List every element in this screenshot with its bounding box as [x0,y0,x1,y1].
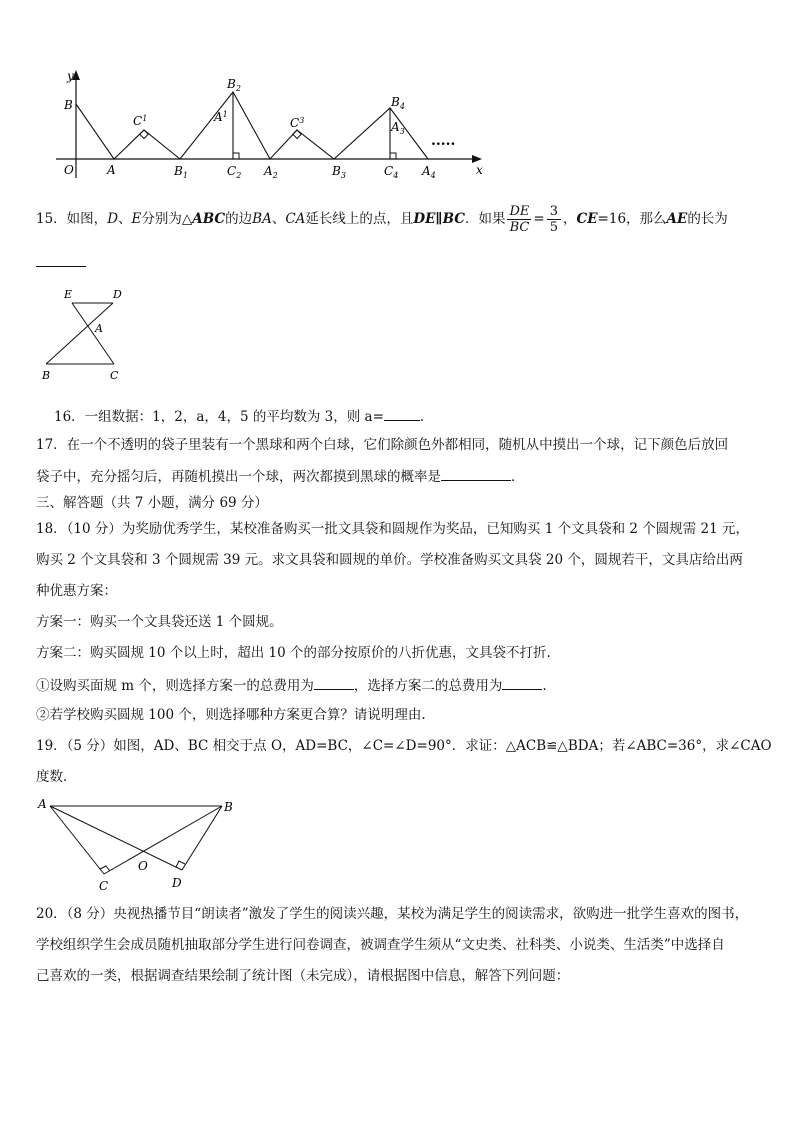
figure-zigzag-axes [50,68,500,183]
q16-text: 16．一组数据：1，2，a，4，5 的平均数为 3，则 a= [54,409,384,425]
q15-ABC: ABC [192,211,226,227]
section-3-heading: 三、解答题（共 7 小题，满分 69 分） [36,495,268,511]
zigzag-path [76,92,428,159]
label-A: A [95,322,103,335]
q15-mid2: 的边 [225,211,253,227]
q15-tail3: 的长为 [687,211,728,227]
frac-num-3: 3 [547,204,561,220]
question-18-line1: 18．（10 分）为奖励优秀学生，某校准备购买一批文具袋和圆规作为奖品，已知购买 1 个文具袋和 2 个圆规需 21 元， [36,521,750,537]
q15-DEBC: DE∥BC [413,211,465,227]
q16-end: ． [419,409,434,425]
q15-CE: CE [576,211,598,227]
label-B4: $B_4$ [391,95,405,111]
right-angle-mark-D [176,861,185,867]
label-C1: $C^1$ [133,114,148,128]
q15-mid3: 延长线上的点，且 [305,211,414,227]
q15-CA: CA [285,211,306,227]
segment-CB [104,806,222,874]
frac-den-5: 5 [549,220,558,235]
label-C4: $C_4$ [384,164,399,180]
q17-end: ． [511,469,525,485]
frac-den-BC: BC [509,220,530,235]
question-19-line2: 度数． [36,769,77,785]
label-C2: $C_2$ [227,164,242,180]
label-B: B [64,98,73,112]
label-A4: $A_4$ [422,164,436,180]
label-C: C [110,369,119,382]
label-B: B [42,369,51,382]
segment-DB [182,806,222,870]
label-A2: $A_2$ [264,164,278,180]
segment-AD [50,806,182,870]
fraction-DE-BC [507,204,531,235]
q15-sep2: 、 [271,211,286,227]
question-17-line2 [36,466,758,486]
frac-num-DE: DE [509,204,530,219]
q15-mid4: ．如果 [464,211,506,227]
q15-mid: 分别为△ [141,211,193,227]
label-x: x [476,163,483,177]
q15-eq: = [533,211,545,227]
label-C: C [99,879,109,892]
q15-sep1: 、 [118,211,132,227]
question-16 [54,406,776,426]
label-C3: $C^3$ [290,116,305,130]
segment-EC [72,303,114,364]
label-O: O [138,859,148,873]
label-A: A [38,797,47,811]
q16-answer-blank[interactable] [384,406,420,421]
question-17-line1: 17．在一个不透明的袋子里装有一个黑球和两个白球，它们除颜色外都相同，随机从中摸出一个球，记下颜色后放回 [36,437,729,453]
right-angle-mark-C4 [390,153,396,159]
label-y: y [67,69,74,83]
label-A1: $A^1$ [214,110,228,124]
label-D: D [113,288,122,301]
q15-E: E [131,211,142,227]
question-18-plan2: 方案二：购买圆规 10 个以上时，超出 10 个的部分按原价的八折优惠，文具袋不打折. [36,645,551,661]
question-20-line2: 学校组织学生会成员随机抽取部分学生进行问卷调查，被调查学生须从“文史类、社科类、小说类、生活类”中选择自 [36,937,725,953]
right-angle-mark-C3 [293,130,301,138]
q15-D: D [107,211,119,227]
label-B3: $B_3$ [332,164,346,180]
question-18-line3: 种优惠方案： [36,583,117,599]
q15-tail2: =16，那么 [597,211,667,227]
question-18-line2: 购买 2 个文具袋和 3 个圆规需 39 元。求文具袋和圆规的单价。学校准备购买文具袋 20 个，圆规若干，文具店给出两 [36,552,743,568]
label-A: A [107,163,116,177]
q18-sub1a: ①设购买面规 m 个，则选择方案一的总费用为 [36,678,314,694]
label-B2: $B_2$ [227,77,241,93]
label-D: D [172,876,182,890]
q15-tail: ， [563,211,577,227]
question-15 [36,204,758,235]
q15-answer-blank[interactable] [36,252,86,267]
q15-lead: 15．如图， [36,211,108,227]
question-20-line1: 20．（8 分）央视热播节目“朗读者”激发了学生的阅读兴趣，某校为满足学生的阅读需求，欲购进一批学生喜欢的图书， [36,906,749,922]
q15-BA: BA [252,211,272,227]
segment-AC [50,806,104,874]
q17-line2-text: 袋子中，充分摇匀后，再随机摸出一个球，两次都摸到黑球的概率是 [36,469,441,485]
ellipsis-dots: ..... [431,133,456,149]
figure-19-triangles [34,796,244,892]
right-angle-mark-C2 [233,153,239,159]
x-axis-arrow [472,155,482,163]
q18-sub1c: . [542,678,547,694]
q18-blank-plan2-cost[interactable] [502,675,542,690]
label-A3: $A_3$ [391,120,405,136]
question-19-line1: 19．（5 分）如图，AD、BC 相交于点 O，AD=BC，∠C=∠D=90°．求证：△ACB≌△BDA；若∠ABC=36°，求∠CAO [36,738,772,754]
q15-AE: AE [666,211,688,227]
q18-blank-plan1-cost[interactable] [314,675,354,690]
label-E: E [64,288,73,301]
q17-answer-blank[interactable] [441,466,511,481]
figure-15-triangles [36,284,136,384]
question-20-line3: 己喜欢的一类，根据调查结果绘制了统计图（未完成），请根据图中信息，解答下列问题： [36,968,570,984]
q18-sub1b: ，选择方案二的总费用为 [353,678,503,694]
question-18-sub2: ②若学校购买圆规 100 个，则选择哪种方案更合算？请说明理由. [36,707,426,723]
label-B1: $B_1$ [174,164,188,180]
question-18-sub1 [36,675,758,695]
right-angle-mark-C1 [140,130,148,138]
label-B: B [224,800,233,814]
label-O: O [64,163,74,177]
question-18-plan1: 方案一：购买一个文具袋还送 1 个圆规。 [36,614,283,630]
fraction-3-5 [547,204,561,235]
